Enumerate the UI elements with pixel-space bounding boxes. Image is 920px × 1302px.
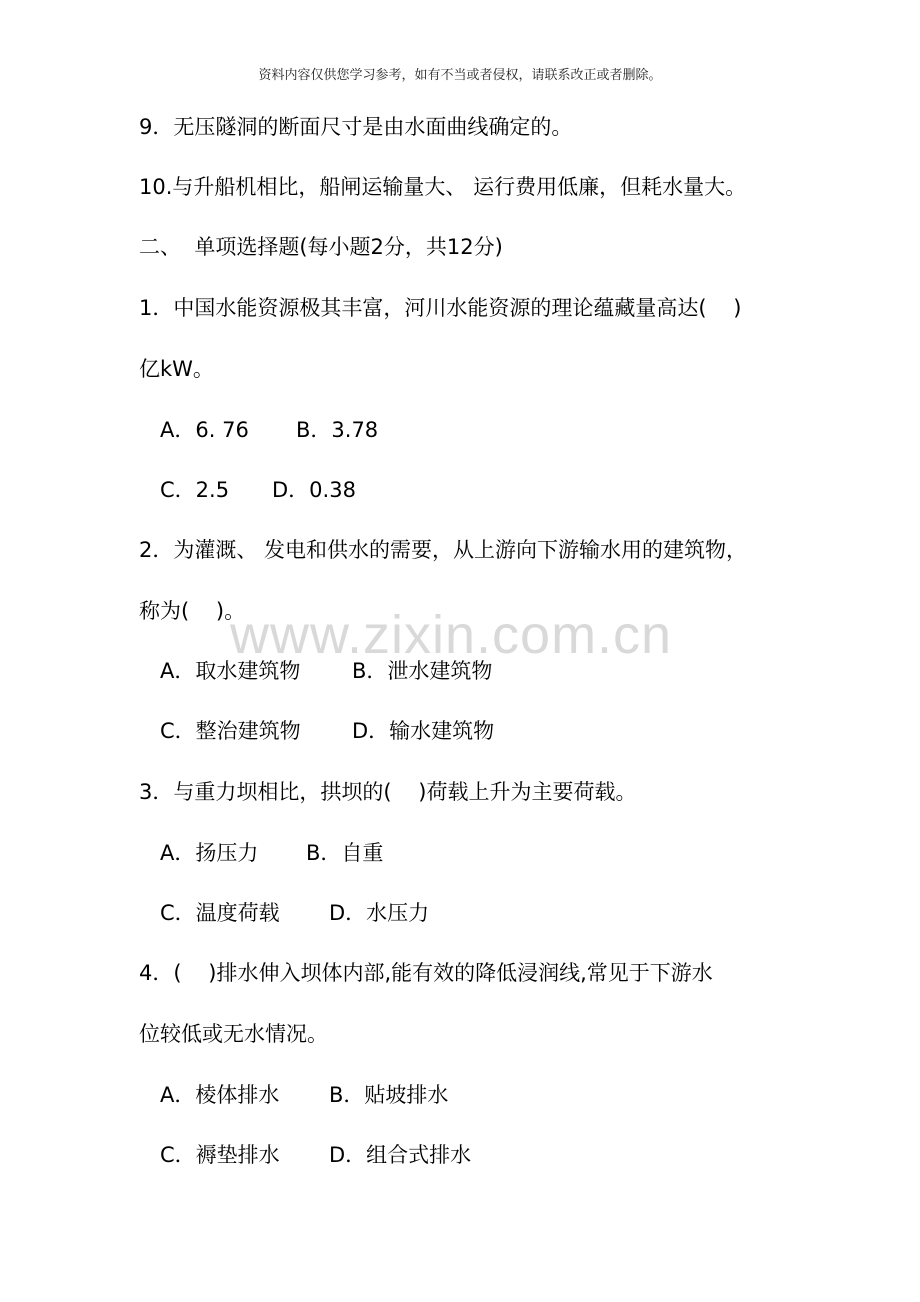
q3-option-d: D．水压力 bbox=[329, 901, 430, 925]
watermark: www.zixin.com.cn bbox=[230, 605, 673, 665]
q3-option-a: A．扬压力 bbox=[160, 841, 259, 865]
statement-9: 9．无压隧洞的断面尺寸是由水面曲线确定的。 bbox=[139, 115, 573, 139]
question-4-text: 4．( )排水伸入坝体内部,能有效的降低浸润线,常见于下游水 bbox=[139, 961, 713, 985]
page-header-notice: 资料内容仅供您学习参考，如有不当或者侵权，请联系改正或者删除。 bbox=[258, 68, 662, 83]
q1-option-c: C．2.5 bbox=[160, 478, 230, 502]
section-heading: 二、 单项选择题(每小题2分，共12分) bbox=[139, 235, 503, 259]
q2-option-c: C．整治建筑物 bbox=[160, 719, 301, 743]
question-3-text: 3．与重力坝相比，拱坝的( )荷载上升为主要荷载。 bbox=[139, 780, 637, 804]
q4-option-c: C．褥垫排水 bbox=[160, 1143, 280, 1167]
q2-option-a: A．取水建筑物 bbox=[160, 659, 301, 683]
q2-option-d: D．输水建筑物 bbox=[352, 719, 495, 743]
q4-option-a: A．棱体排水 bbox=[160, 1083, 280, 1107]
q2-option-b: B．泄水建筑物 bbox=[352, 659, 493, 683]
q1-option-b: B．3.78 bbox=[296, 418, 379, 442]
question-2-text: 2．为灌溉、 发电和供水的需要，从上游向下游输水用的建筑物， bbox=[139, 538, 748, 562]
q1-option-d: D．0.38 bbox=[272, 478, 356, 502]
q4-option-d: D．组合式排水 bbox=[329, 1143, 472, 1167]
q1-option-a: A．6. 76 bbox=[160, 418, 249, 442]
question-1-text: 1．中国水能资源极其丰富，河川水能资源的理论蕴藏量高达( ) bbox=[139, 296, 742, 320]
question-4-text-cont: 位较低或无水情况。 bbox=[139, 1022, 328, 1046]
question-2-text-cont: 称为( )。 bbox=[139, 599, 246, 623]
q3-option-c: C．温度荷载 bbox=[160, 901, 280, 925]
q4-option-b: B．贴坡排水 bbox=[329, 1083, 449, 1107]
statement-10: 10.与升船机相比，船闸运输量大、 运行费用低廉，但耗水量大。 bbox=[139, 175, 747, 199]
question-1-text-cont: 亿kW。 bbox=[139, 357, 214, 381]
q3-option-b: B．自重 bbox=[306, 841, 384, 865]
